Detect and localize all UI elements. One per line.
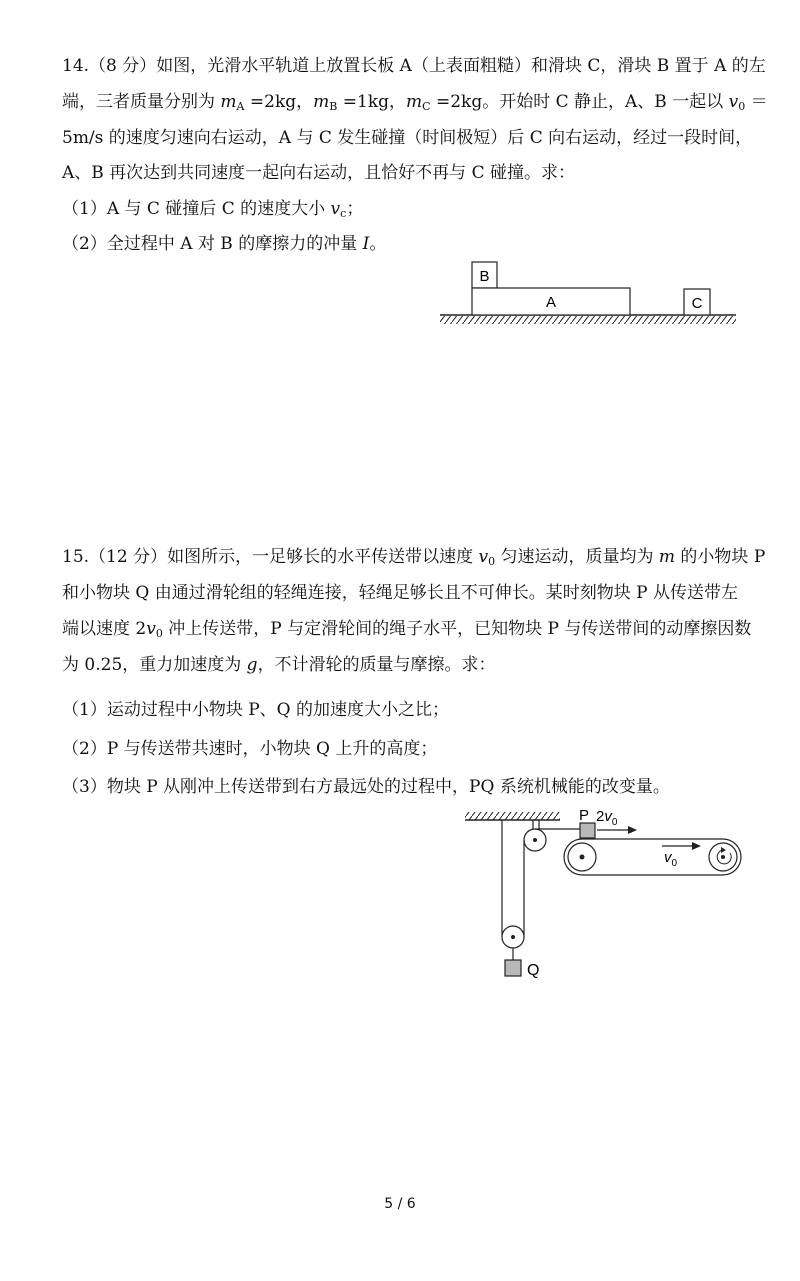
q15-text-4b: ，不计滑轮的质量与摩擦。求：	[257, 655, 496, 675]
mass-b-sub: B	[329, 100, 338, 113]
q15-figure	[460, 800, 750, 990]
vc-sub: c	[340, 207, 347, 220]
mass-b-value: =1kg，	[337, 92, 407, 112]
belt-velocity-arrowhead-icon	[692, 842, 701, 850]
board-a-label: A	[545, 294, 557, 311]
mass-b-symbol: m	[313, 92, 330, 112]
ceiling-hatch	[465, 812, 560, 820]
q14-text-1: 如图，光滑水平轨道上放置长板 A（上表面粗糙）和滑块 C，滑块 B 置于 A 的左	[156, 56, 766, 76]
q15-part-1: （1）运动过程中小物块 P、Q 的加速度大小之比；	[62, 700, 449, 720]
block-p-label: P	[579, 807, 590, 824]
q14-line-1	[62, 55, 766, 77]
p-velocity-label: $2v_0$	[596, 808, 618, 828]
mass-c-value: =2kg。开始时 C 静止，A、B 一起以	[430, 92, 729, 112]
q15-line-4	[62, 654, 496, 676]
q14-line-2	[62, 91, 768, 118]
v0-sub: 0	[155, 627, 163, 640]
q15-part-2: （2）P 与传送带共速时，小物块 Q 上升的高度；	[62, 739, 438, 759]
v0-symbol: v	[478, 547, 489, 567]
v0-sub: 0	[738, 100, 746, 113]
block-c-label: C	[691, 295, 703, 312]
vc-symbol: v	[330, 199, 341, 219]
q14-part-2-end: 。	[369, 234, 387, 254]
v0-symbol: v	[146, 619, 156, 639]
block-p	[580, 823, 595, 838]
movable-pulley-axle	[511, 935, 515, 939]
q15-part-3: （3）物块 P 从刚冲上传送带到右方最远处的过程中，PQ 系统机械能的改变量。	[62, 777, 670, 797]
block-q-label: Q	[527, 962, 540, 979]
mass-symbol: m	[658, 547, 676, 567]
belt-velocity-label: $v_0$	[664, 849, 678, 869]
page-number: 5 / 6	[384, 1196, 416, 1212]
q15-text-3b: 冲上传送带，P 与定滑轮间的绳子水平，已知物块 P 与传送带间的动摩擦因数	[162, 619, 752, 639]
q15-text-1b: 匀速运动，质量均为	[495, 547, 659, 567]
q14-figure	[440, 258, 740, 328]
q15-line-1	[62, 546, 765, 573]
q14-text-2: 端，三者质量分别为	[62, 92, 221, 112]
q14-part-2-text: （2）全过程中 A 对 B 的摩擦力的冲量	[62, 234, 363, 254]
impulse-symbol: I	[362, 234, 370, 254]
q15-line-2: 和小物块 Q 由通过滑轮组的轻绳连接，轻绳足够长且不可伸长。某时刻物块 P 从传送带左	[62, 583, 738, 603]
mass-a-symbol: m	[220, 92, 237, 112]
q14-part-1	[62, 198, 363, 225]
q14-number: 14.	[62, 56, 90, 76]
v0-sub: 0	[488, 555, 496, 568]
q14-part-2	[62, 233, 386, 255]
v0-eq: ＝	[745, 92, 768, 112]
q15-line-3	[62, 618, 751, 645]
q14-part-1-end: ；	[346, 199, 364, 219]
q15-text-3: 端以速度 2	[62, 619, 147, 639]
v0-symbol: v	[728, 92, 739, 112]
q14-line-3: 5m/s 的速度匀速向右运动，A 与 C 发生碰撞（时间极短）后 C 向右运动，经过一段时间，	[62, 128, 753, 148]
q15-text-1c: 的小物块 P	[675, 547, 766, 567]
right-roller-axle	[721, 855, 725, 859]
fixed-pulley-axle	[533, 838, 537, 842]
mass-c-sub: C	[422, 100, 431, 113]
q15-text-4: 为 0.25，重力加速度为	[62, 655, 247, 675]
block-b-label: B	[479, 268, 490, 285]
q14-part-1-text: （1）A 与 C 碰撞后 C 的速度大小	[62, 199, 331, 219]
block-q	[505, 960, 521, 976]
gravity-symbol: g	[246, 655, 258, 675]
q15-text-1: 15.（12 分）如图所示，一足够长的水平传送带以速度	[62, 547, 479, 567]
mass-a-value: =2kg，	[244, 92, 314, 112]
mass-a-sub: A	[236, 100, 245, 113]
left-roller-axle	[580, 855, 585, 860]
mass-c-symbol: m	[406, 92, 423, 112]
q14-line-4: A、B 再次达到共同速度一起向右运动，且恰好不再与 C 碰撞。求：	[62, 163, 575, 183]
ground-hatch	[440, 316, 736, 324]
q14-score: （8 分）	[89, 56, 157, 76]
p-velocity-arrowhead-icon	[628, 826, 637, 834]
